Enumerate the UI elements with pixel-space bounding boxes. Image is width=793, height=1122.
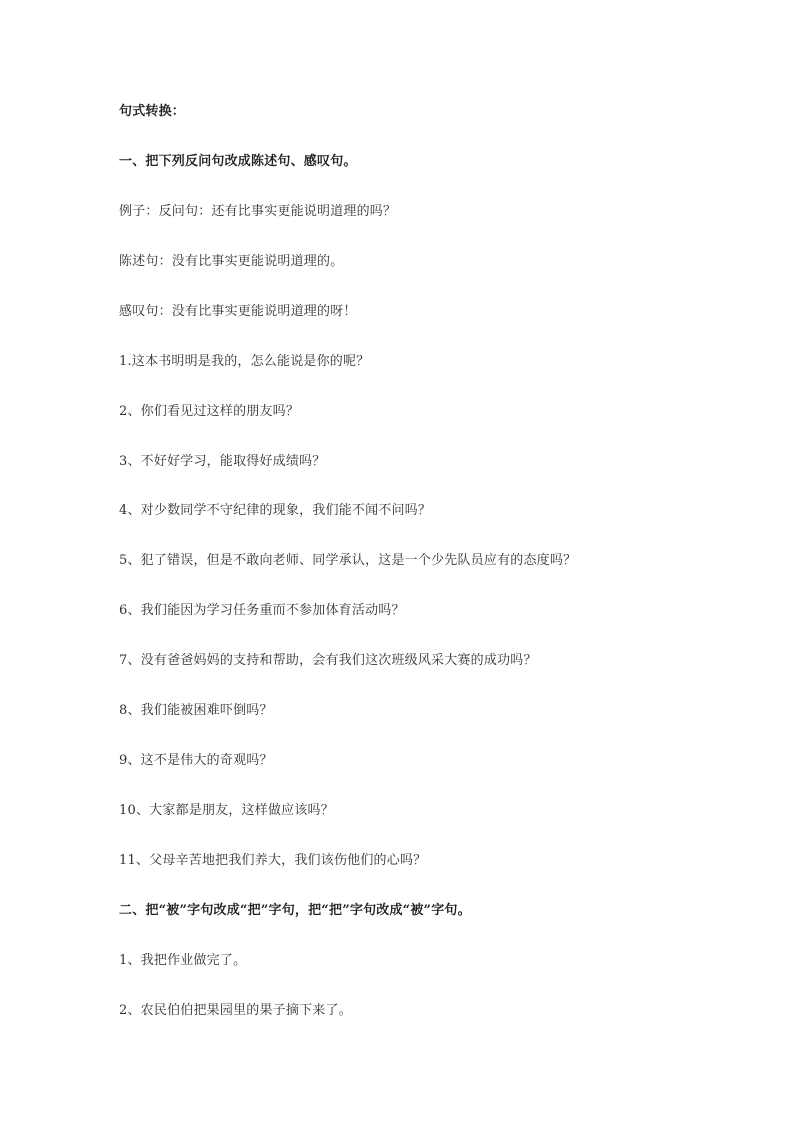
example-rhetorical: 例子：反问句：还有比事实更能说明道理的吗？ [119,204,397,219]
exercise-item: 8、我们能被困难吓倒吗？ [119,703,273,718]
exercise-item: 7、没有爸爸妈妈的支持和帮助，会有我们这次班级风采大赛的成功吗？ [119,653,537,668]
exercise-item: 1.这本书明明是我的，怎么能说是你的呢？ [119,354,370,369]
exercise-item: 4、对少数同学不守纪律的现象，我们能不闻不问吗？ [119,503,432,518]
exercise-item: 1、我把作业做完了。 [119,953,247,968]
exercise-item: 6、我们能因为学习任务重而不参加体育活动吗？ [119,603,405,618]
exercise-item: 2、你们看见过这样的朋友吗？ [119,404,300,419]
section-1-heading: 一、把下列反问句改成陈述句、感叹句。 [119,154,357,169]
exercise-item: 11、父母辛苦地把我们养大，我们该伤他们的心吗？ [119,853,427,868]
example-declarative: 陈述句：没有比事实更能说明道理的。 [119,254,344,269]
exercise-item: 9、这不是伟大的奇观吗？ [119,753,273,768]
section-2-heading: 二、把“被”字句改成“把”字句，把“把”字句改成“被”字句。 [119,903,471,918]
example-exclamatory: 感叹句：没有比事实更能说明道理的呀！ [119,304,357,319]
exercise-item: 3、不好好学习，能取得好成绩吗？ [119,454,326,469]
exercise-item: 10、大家都是朋友，这样做应该吗？ [119,803,334,818]
exercise-item: 5、犯了错误，但是不敢向老师、同学承认，这是一个少先队员应有的态度吗？ [119,553,577,568]
document-title: 句式转换： [119,104,186,119]
exercise-item: 2、农民伯伯把果园里的果子摘下来了。 [119,1003,352,1018]
